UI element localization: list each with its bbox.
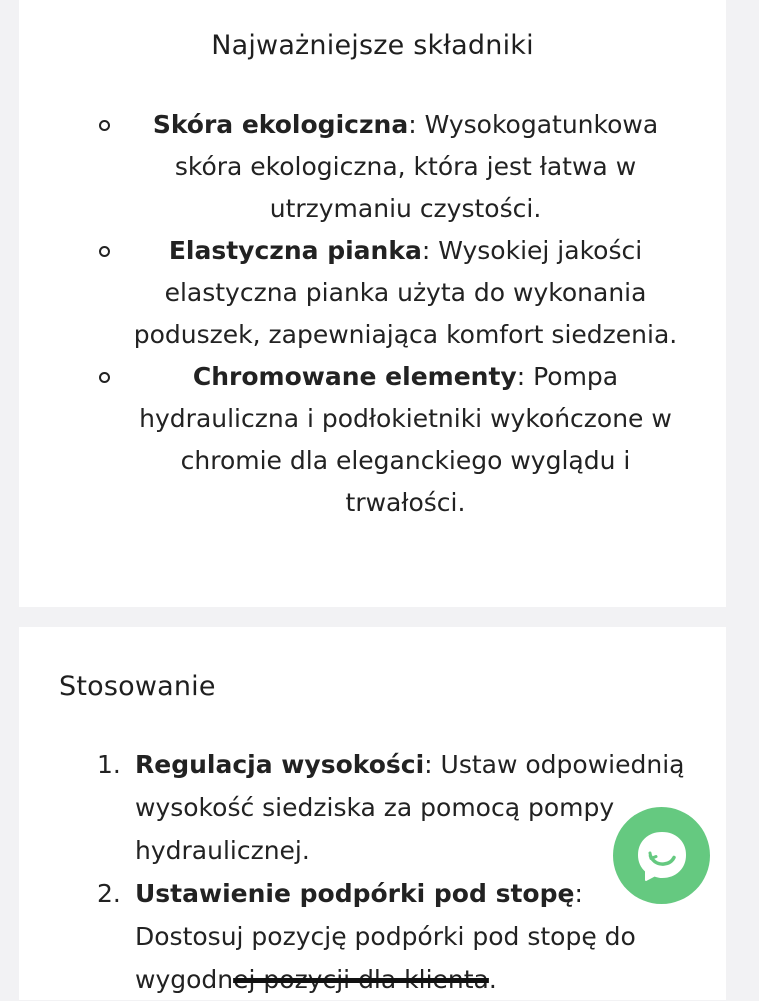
list-item: [19, 104, 726, 230]
usage-card: [19, 627, 726, 1000]
ingredients-list: [19, 104, 726, 524]
ingredient-description: Wysokiej jakości elastyczna pianka użyta do wykonania poduszek, zapewniająca komfort siedzenia.: [133, 236, 678, 349]
list-item: [19, 356, 726, 524]
chat-bubble-icon: [633, 827, 691, 885]
ingredient-name: Skóra ekologiczna: [152, 110, 409, 139]
step-description: Dostosuj pozycję podpórki pod stopę do wygodn: [135, 922, 636, 994]
ingredient-name: Elastyczna pianka: [168, 236, 422, 265]
separator: :: [421, 236, 431, 265]
ingredients-title: Najważniejsze składniki: [211, 30, 534, 61]
step-name: Regulacja wysokości: [135, 750, 425, 779]
separator: :: [574, 879, 583, 908]
ingredient-description: Wysokogatunkowa skóra ekologiczna, która jest łatwa w utrzymaniu czystości.: [174, 110, 659, 223]
separator: :: [516, 362, 526, 391]
ingredient-description: Pompa hydrauliczna i podłokietniki wykończone w chromie dla eleganckiego wyglądu i trwałości.: [139, 362, 672, 517]
step-end: .: [488, 965, 497, 994]
list-item: [19, 230, 726, 356]
step-name: Ustawienie podpórki pod stopę: [135, 879, 575, 908]
bullet-icon: [99, 372, 110, 383]
list-item: [19, 872, 726, 1001]
usage-title: Stosowanie: [59, 671, 216, 702]
bullet-icon: [99, 246, 110, 257]
step-number: 2.: [97, 879, 121, 908]
step-description: Ustaw odpowiednią wysokość siedziska za pomocą pompy hydraulicznej.: [135, 750, 685, 865]
struck-text: ej pozycji dla klienta: [233, 965, 489, 994]
separator: :: [408, 110, 417, 139]
chat-button[interactable]: [613, 807, 710, 904]
ingredient-name: Chromowane elementy: [192, 362, 517, 391]
ingredients-card: [19, 0, 726, 607]
separator: :: [424, 750, 433, 779]
bullet-icon: [99, 120, 110, 131]
step-number: 1.: [97, 750, 121, 779]
